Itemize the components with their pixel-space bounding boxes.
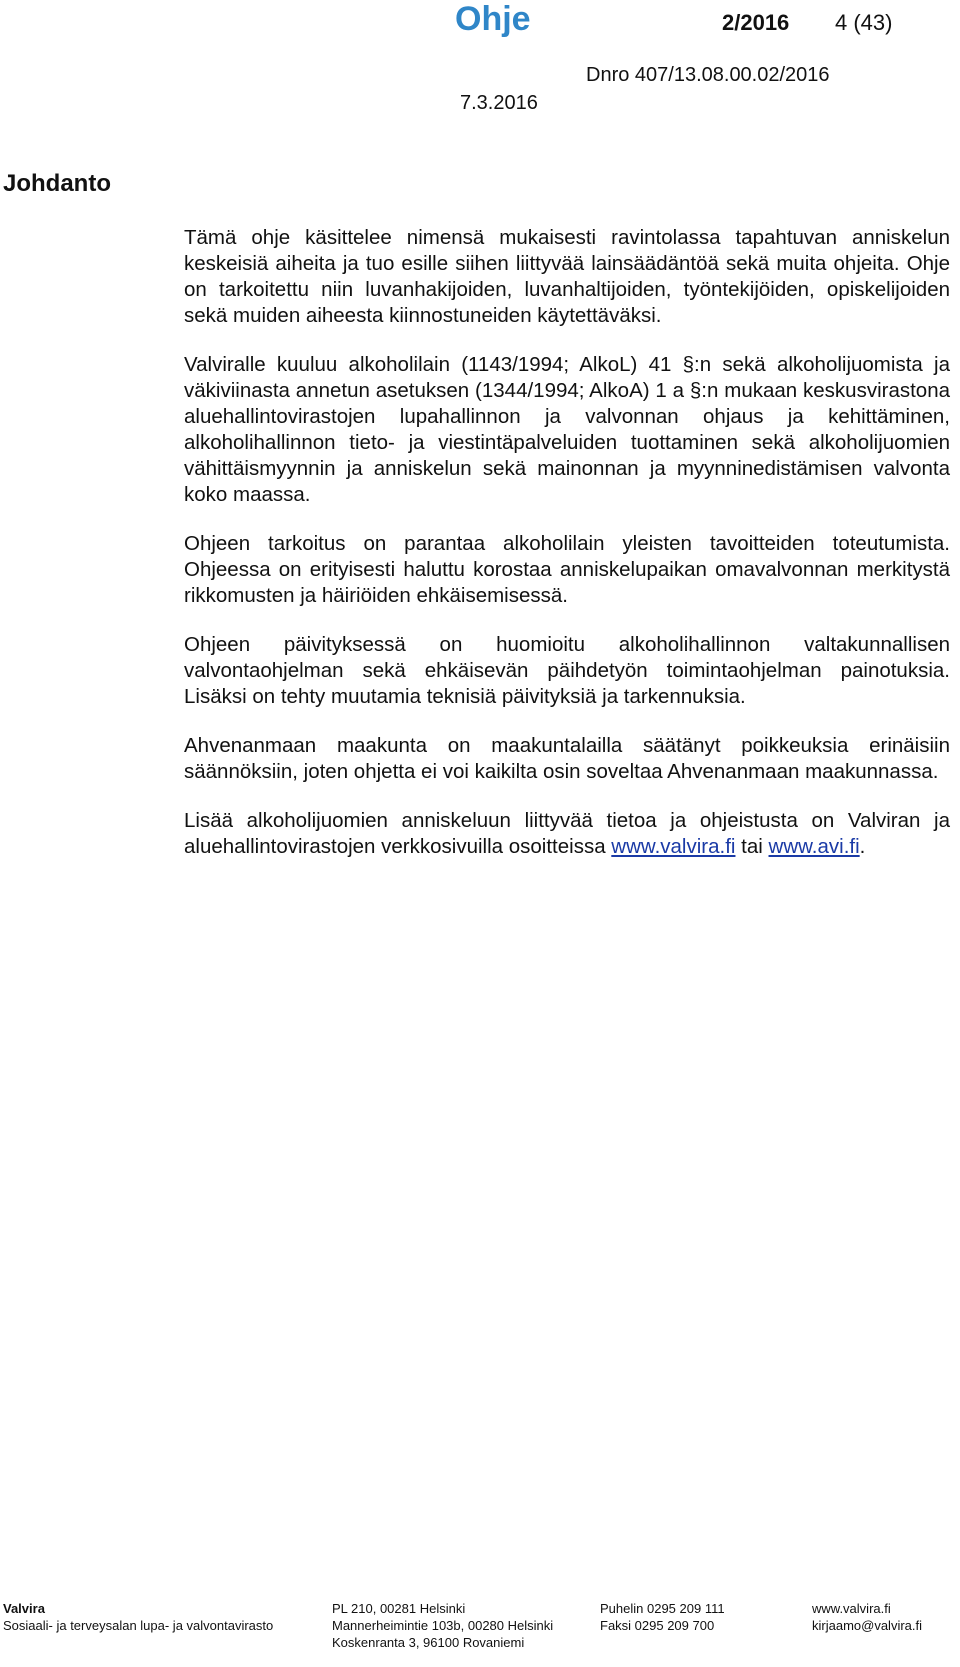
footer-org-name: Valvira	[3, 1601, 45, 1616]
document-type: Ohje	[455, 0, 531, 38]
footer-website-link[interactable]: www.valvira.fi	[812, 1601, 891, 1616]
footer-email-link[interactable]: kirjaamo@valvira.fi	[812, 1618, 922, 1633]
paragraph-4: Ohjeen päivityksessä on huomioitu alkoholihallinnon valtakunnallisen valvontaohjelman sekä ehkäisevän päihdetyön toimintaohjelman painotuksia. Lisäksi on tehty muutamia teknisiä päivityksiä ja tarkennuksia.	[184, 633, 950, 708]
paragraph-6-text: Lisää alkoholijuomien anniskeluun liittyvää tietoa ja ohjeistusta on Valviran ja aluehallintovirastojen verkkosivuilla osoitteissa	[184, 809, 950, 858]
footer-online	[812, 1600, 922, 1634]
body-text	[184, 225, 950, 883]
avi-link[interactable]: www.avi.fi	[768, 835, 860, 858]
footer-address-3: Koskenranta 3, 96100 Rovaniemi	[332, 1635, 525, 1650]
record-number: Dnro 407/13.08.00.02/2016	[586, 64, 830, 86]
page-number: 4 (43)	[835, 10, 893, 35]
footer-org-full-name: Sosiaali- ja terveysalan lupa- ja valvontavirasto	[3, 1618, 274, 1633]
footer-address-2: Mannerheimintie 103b, 00280 Helsinki	[332, 1618, 554, 1633]
footer-fax: Faksi 0295 209 700	[600, 1618, 715, 1633]
footer-address-1: PL 210, 00281 Helsinki	[332, 1601, 466, 1616]
paragraph-3: Ohjeen tarkoitus on parantaa alkoholilain yleisten tavoitteiden toteutumista. Ohjeessa on erityisesti haluttu korostaa anniskelupaikan omavalvonnan merkitystä rikkomusten ja häiriöiden ehkäisemisessä.	[184, 532, 950, 607]
section-heading: Johdanto	[3, 170, 111, 197]
paragraph-6-text-middle: tai	[735, 835, 769, 858]
footer-addresses	[332, 1600, 553, 1651]
document-date: 7.3.2016	[460, 92, 538, 114]
footer-organization	[3, 1600, 273, 1634]
document-number: 2/2016	[722, 10, 790, 35]
valvira-link[interactable]: www.valvira.fi	[611, 835, 736, 858]
paragraph-6-text-end: .	[859, 835, 866, 858]
paragraph-2: Valviralle kuuluu alkoholilain (1143/1994; AlkoL) 41 §:n sekä alkoholijuomista ja väkiviinasta annetun asetuksen (1344/1994; AlkoA) 1 a §:n mukaan keskusvirastona aluehallintovirastojen lupahallinnon ja valvonnan ohjaus ja kehittäminen, alkoholihallinnon tieto- ja viestintäpalveluiden tuottaminen sekä alkoholijuomien vähittäismyynnin ja anniskelun sekä mainonnan ja myynninedistämisen valvonta koko maassa.	[184, 353, 950, 506]
paragraph-1: Tämä ohje käsittelee nimensä mukaisesti ravintolassa tapahtuvan anniskelun keskeisiä aiheita ja tuo esille siihen liittyvää lainsäädäntöä sekä muita ohjeita. Ohje on tarkoitettu niin luvanhakijoiden, luvanhaltijoiden, työntekijöiden, opiskelijoiden sekä muiden aiheesta kiinnostuneiden käytettäväksi.	[184, 226, 950, 327]
footer-phone: Puhelin 0295 209 111	[600, 1601, 725, 1616]
paragraph-6	[184, 808, 950, 860]
footer-contacts	[600, 1600, 725, 1634]
paragraph-5: Ahvenanmaan maakunta on maakuntalailla säätänyt poikkeuksia erinäisiin säännöksiin, joten ohjetta ei voi kaikilta osin soveltaa Ahvenanmaan maakunnassa.	[184, 734, 950, 783]
